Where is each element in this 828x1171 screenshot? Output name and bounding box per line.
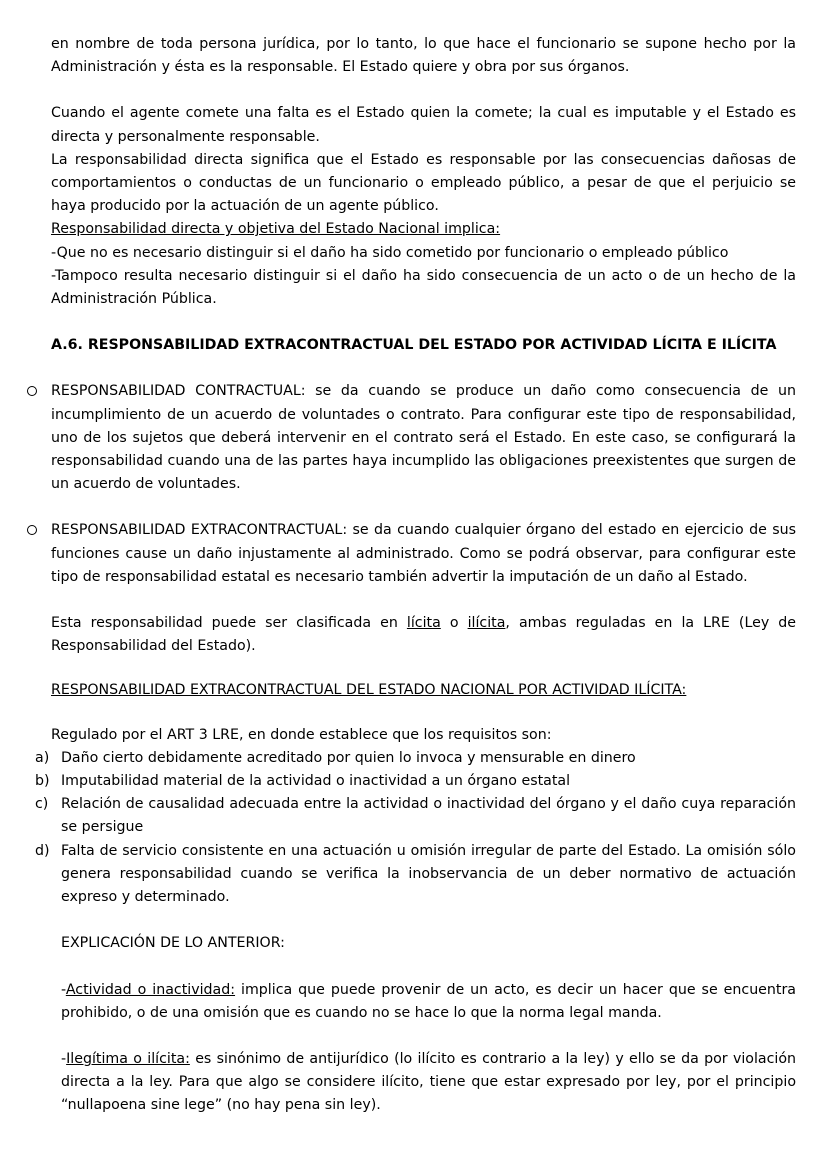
list-marker: a) bbox=[35, 749, 50, 766]
clasificacion-text-1: Esta responsabilidad puede ser clasificada en bbox=[51, 615, 407, 632]
paragraph-agente: Cuando el agente comete una falta es el Estado quien la comete; la cual es imputable y el Estado es directa y personalmente responsable. bbox=[51, 105, 796, 145]
list-item-text: Daño cierto debidamente acreditado por quien lo invoca y mensurable en dinero bbox=[61, 749, 636, 766]
bullet-extracontractual bbox=[51, 519, 796, 589]
term-ilicita: ilícita bbox=[467, 615, 506, 632]
explicacion-actividad-text: implica que puede provenir de un acto, es decir un hacer que se encuentra prohibido, o de una omisión que es cuando no se hace lo que la norma legal manda. bbox=[61, 981, 796, 1021]
section-heading-a6: A.6. RESPONSABILIDAD EXTRACONTRACTUAL DEL ESTADO POR ACTIVIDAD LÍCITA E ILÍCITA bbox=[51, 337, 777, 354]
bullet-extracontractual-text: RESPONSABILIDAD EXTRACONTRACTUAL: se da cuando cualquier órgano del estado en ejercicio de sus funciones cause un daño injustamente al administrado. Como se podrá observar, para configurar este tipo de responsabilidad estatal es necesario también advertir la imputación de un daño al Estado. bbox=[51, 522, 796, 585]
list-marker: c) bbox=[35, 796, 49, 813]
subheading-directa-objetiva: Responsabilidad directa y objetiva del Estado Nacional implica: bbox=[51, 221, 501, 238]
paragraph-distinguir-funcionario: -Que no es necesario distinguir si el daño ha sido cometido por funcionario o empleado público bbox=[51, 244, 729, 261]
clasificacion-text-3: , ambas reguladas en la LRE (Ley de Responsabilidad del Estado). bbox=[51, 615, 797, 655]
subheading-actividad-ilicita: RESPONSABILIDAD EXTRACONTRACTUAL DEL ESTADO NACIONAL POR ACTIVIDAD ILÍCITA: bbox=[51, 682, 687, 699]
bullet-contractual bbox=[51, 380, 796, 496]
explicacion-ilicita-text: es sinónimo de antijurídico (lo ilícito es contrario a la ley) y ello se da por violación directa a la ley. Para que algo se considere ilícito, tiene que estar expresado por ley, por el principio “nullapoena sine lege” (no hay pena sin ley). bbox=[61, 1050, 797, 1114]
dash-2: - bbox=[61, 1050, 67, 1067]
dash-1: - bbox=[61, 981, 66, 998]
paragraph-responsabilidad-directa: La responsabilidad directa significa que el Estado es responsable por las consecuencias dañosas de comportamientos o conductas de un funcionario o empleado público, a pesar de que el perjuicio se haya producido por la actuación de un agente público. bbox=[51, 151, 796, 215]
paragraph-actividad-inactividad bbox=[51, 979, 796, 1025]
list-item bbox=[35, 840, 796, 910]
paragraph-clasificacion bbox=[51, 612, 796, 658]
paragraph-ilegitima-ilicita bbox=[51, 1048, 796, 1118]
list-item-text: Imputabilidad material de la actividad o inactividad a un órgano estatal bbox=[61, 773, 571, 790]
paragraph-distinguir-acto: -Tampoco resulta necesario distinguir si el daño ha sido consecuencia de un acto o de un hecho de la Administración Pública. bbox=[51, 267, 796, 308]
term-ilegitima-ilicita: Ilegítima o ilícita: bbox=[66, 1050, 190, 1067]
list-item bbox=[35, 793, 796, 839]
term-actividad-inactividad: Actividad o inactividad: bbox=[65, 981, 236, 998]
circle-bullet-icon bbox=[27, 525, 37, 535]
term-licita: lícita bbox=[406, 615, 441, 632]
list-item-text: Falta de servicio consistente en una actuación u omisión irregular de parte del Estado. La omisión sólo genera responsabilidad cuando se verifica la inobservancia de un deber normativo de actuación expreso y determinado. bbox=[61, 842, 796, 906]
requisitos-list bbox=[35, 747, 796, 909]
circle-bullet-icon bbox=[27, 386, 37, 396]
paragraph-art3: Regulado por el ART 3 LRE, en donde establece que los requisitos son: bbox=[51, 726, 552, 743]
list-marker: d) bbox=[35, 842, 50, 859]
list-marker: b) bbox=[35, 773, 50, 790]
list-item bbox=[35, 747, 796, 770]
clasificacion-text-2: o bbox=[440, 615, 468, 632]
explicacion-heading: EXPLICACIÓN DE LO ANTERIOR: bbox=[61, 935, 285, 952]
list-item-text: Relación de causalidad adecuada entre la actividad o inactividad del órgano y el daño cuya reparación se persigue bbox=[61, 796, 796, 836]
bullet-contractual-text: RESPONSABILIDAD CONTRACTUAL: se da cuando se produce un daño como consecuencia de un incumplimiento de un acuerdo de voluntades o contrato. Para configurar este tipo de responsabilidad, uno de los sujetos que deberá intervenir en el contrato será el Estado. En este caso, se configurará la responsabilidad cuando una de las partes haya incumplido las obligaciones preexistentes que surgen de un acuerdo de voluntades. bbox=[51, 383, 796, 493]
list-item bbox=[35, 770, 796, 793]
paragraph-intro: en nombre de toda persona jurídica, por lo tanto, lo que hace el funcionario se supone hecho por la Administración y ésta es la responsable. El Estado quiere y obra por sus órganos. bbox=[51, 36, 796, 76]
